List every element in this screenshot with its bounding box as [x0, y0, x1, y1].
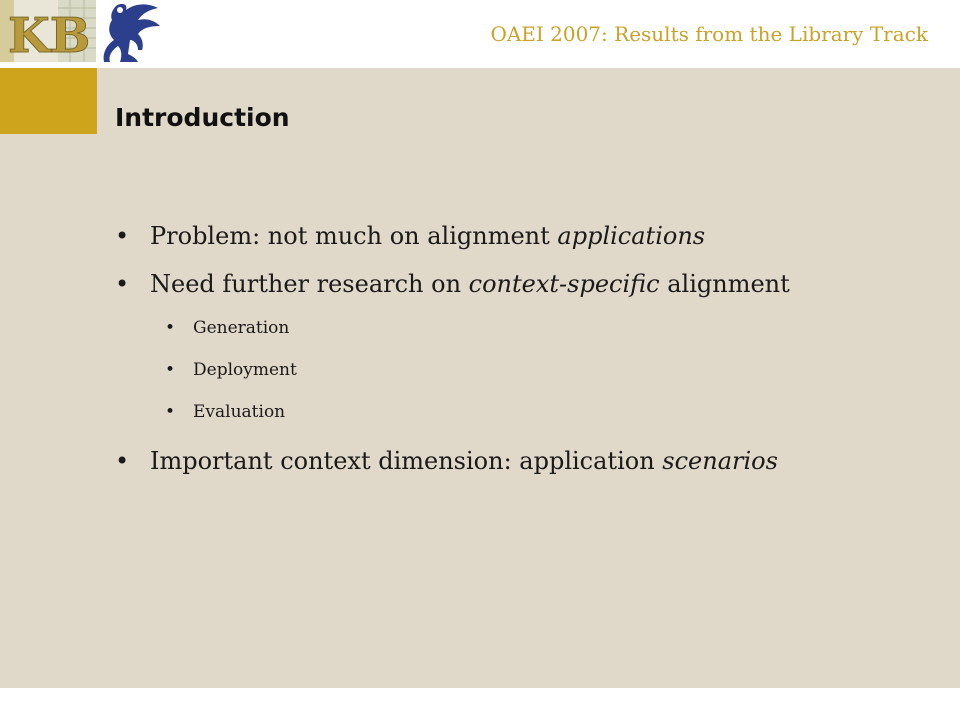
bottom-margin: [0, 688, 960, 720]
bullet-marker: •: [165, 360, 176, 380]
kb-logo-icon: [0, 0, 96, 62]
bullet-marker: •: [115, 447, 130, 475]
bullet-item: [115, 270, 790, 298]
sub-bullet-item: [165, 318, 289, 338]
bullet-text: Problem: not much on alignment: [150, 222, 558, 250]
bullet-marker: •: [165, 402, 176, 422]
bullet-text-tail: alignment: [659, 270, 790, 298]
left-panel-strip: [0, 134, 97, 688]
bullet-item: [115, 222, 705, 250]
bullet-marker: •: [115, 222, 130, 250]
accent-block: [0, 68, 97, 134]
presentation-title: OAEI 2007: Results from the Library Track: [490, 22, 928, 46]
slide-title: Introduction: [115, 103, 290, 132]
bullet-text: Important context dimension: application: [150, 447, 663, 475]
kb-logo-text: KB: [8, 8, 91, 62]
bullet-item: [115, 447, 778, 475]
bullet-text: Generation: [193, 318, 290, 338]
bullet-emphasis: scenarios: [662, 447, 778, 475]
bullet-emphasis: applications: [557, 222, 706, 250]
bullet-marker: •: [115, 270, 130, 298]
slide-header: [0, 0, 960, 68]
sub-bullet-item: [165, 360, 297, 380]
bullet-text: Evaluation: [193, 402, 286, 422]
bullet-text: Need further research on: [150, 270, 469, 298]
bullet-marker: •: [165, 318, 176, 338]
griffin-logo-icon: [98, 0, 166, 66]
bullet-text: Deployment: [193, 360, 297, 380]
sub-bullet-item: [165, 402, 285, 422]
bullet-emphasis: context-specific: [468, 270, 660, 298]
